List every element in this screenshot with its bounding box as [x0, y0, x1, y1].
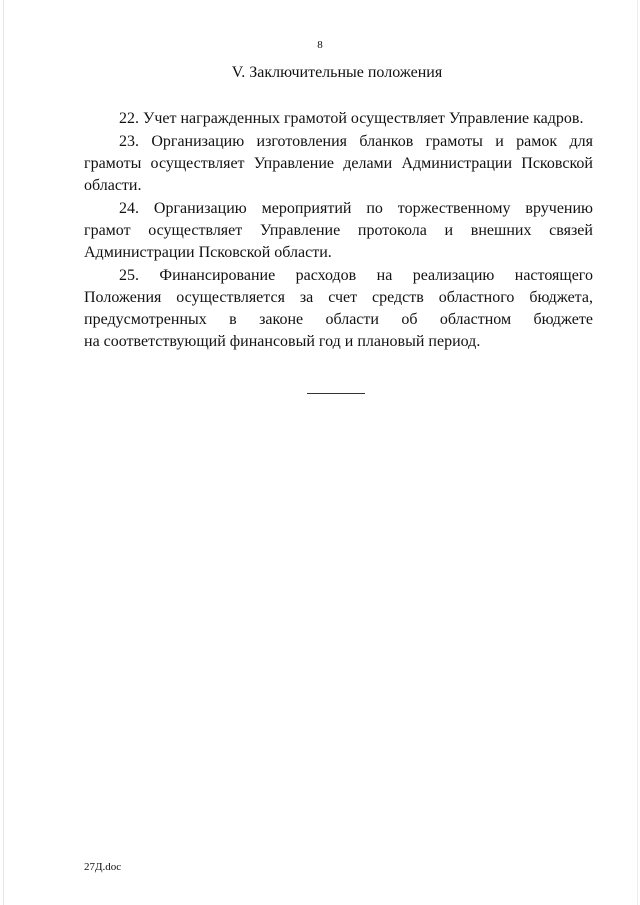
word: законе: [259, 311, 304, 328]
word: области.: [84, 177, 142, 194]
scan-edge-right: [637, 0, 638, 905]
word: осуществляет: [148, 222, 243, 239]
word: бюджете: [533, 311, 593, 328]
paragraph-23-line-3: [84, 176, 593, 196]
page-number: 8: [317, 39, 323, 51]
word: осуществляется: [176, 289, 285, 306]
paragraph-24-line-3: [84, 243, 593, 263]
word: и: [444, 222, 454, 239]
word: области: [325, 311, 379, 328]
word: областного: [438, 289, 515, 306]
word: областном: [439, 311, 512, 328]
paragraph-text: 22. Учет награжденных грамотой осуществляет Управление кадров.: [119, 110, 584, 127]
word: 23.: [119, 133, 139, 150]
footer-filename: 27Д.doc: [84, 861, 122, 873]
word: торжественному: [397, 200, 511, 217]
paragraph-25-line-4: [84, 332, 593, 352]
word: 25.: [119, 267, 139, 284]
paragraph-23-line-2: [84, 154, 593, 174]
end-of-text-separator: [307, 393, 365, 394]
word: связей: [549, 222, 593, 239]
paragraph-25-line-1: [119, 266, 593, 286]
word: на: [376, 267, 393, 284]
word: Финансирование: [159, 267, 276, 284]
paragraph-25-line-2: [84, 288, 593, 308]
section-heading: V. Заключительные положения: [231, 64, 443, 81]
word: рамок: [516, 133, 558, 150]
word: на соответствующий финансовый год и плановый период.: [84, 333, 481, 350]
word: 24.: [119, 200, 139, 217]
word: грамоты: [84, 155, 142, 172]
word: внешних: [470, 222, 532, 239]
word: мероприятий: [261, 200, 352, 217]
scan-edge-left: [3, 0, 4, 905]
word: Организацию: [153, 200, 247, 217]
word: грамот: [84, 222, 131, 239]
word: делами: [343, 155, 393, 172]
word: Администрации: [401, 155, 513, 172]
word: бюджета,: [529, 289, 593, 306]
word: Администрации Псковской области.: [84, 244, 332, 261]
word: Псковской: [521, 155, 593, 172]
word: настоящего: [514, 267, 593, 284]
paragraph-24-line-2: [84, 221, 593, 241]
word: в: [229, 311, 237, 328]
word: реализацию: [412, 267, 495, 284]
word: Управление: [253, 155, 334, 172]
paragraph-23-line-1: [119, 132, 593, 152]
word: изготовления: [256, 133, 348, 150]
word: Положения: [84, 289, 162, 306]
word: счет: [328, 289, 358, 306]
word: вручению: [525, 200, 593, 217]
word: грамоты: [425, 133, 483, 150]
word: по: [366, 200, 383, 217]
word: Организацию: [151, 133, 245, 150]
paragraph-24-line-1: [119, 199, 593, 219]
word: протокола: [357, 222, 427, 239]
word: для: [569, 133, 593, 150]
word: осуществляет: [150, 155, 245, 172]
word: расходов: [295, 267, 357, 284]
word: и: [495, 133, 504, 150]
word: бланков: [359, 133, 414, 150]
word: об: [401, 311, 418, 328]
word: предусмотренных: [84, 311, 207, 328]
word: за: [299, 289, 314, 306]
word: Управление: [259, 222, 341, 239]
paragraph-25-line-3: [84, 310, 593, 330]
word: средств: [372, 289, 424, 306]
paragraph-22-line-1: [119, 109, 593, 129]
